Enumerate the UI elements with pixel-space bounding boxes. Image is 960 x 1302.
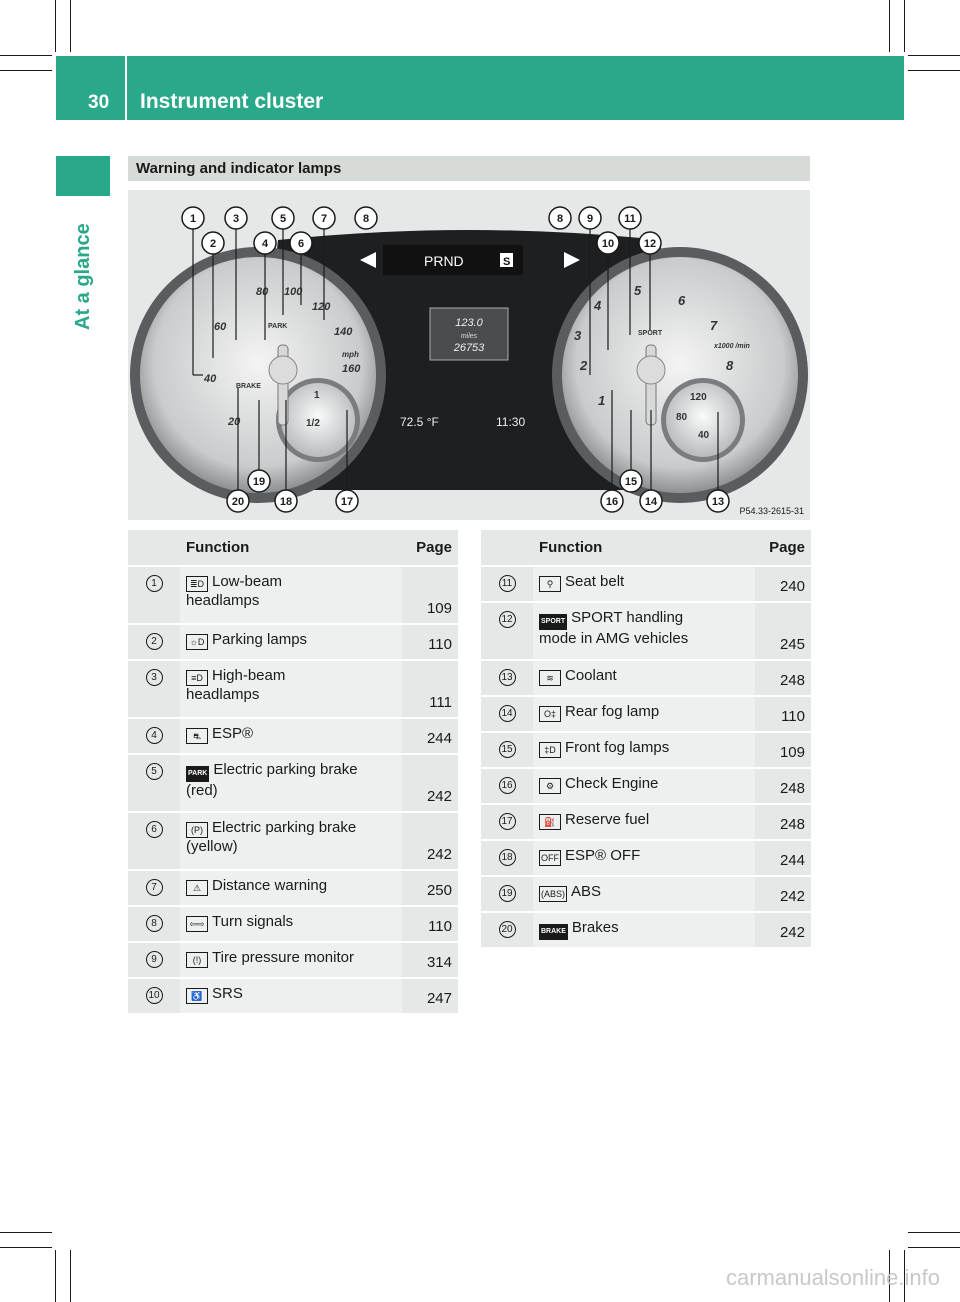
svg-text:11: 11 <box>624 213 636 225</box>
page-number: 30 <box>88 92 110 113</box>
function-label: Rear fog lamp <box>565 703 660 720</box>
row-page: 244 <box>402 718 458 754</box>
row-number <box>128 660 180 718</box>
col-page: Page <box>402 530 458 566</box>
svg-text:7: 7 <box>320 213 328 225</box>
speed-label: 40 <box>204 373 217 385</box>
callout-2 <box>202 232 224 254</box>
svg-text:15: 15 <box>624 476 638 488</box>
rpm-label: 5 <box>634 283 642 298</box>
temperature: 72.5 °F <box>400 415 439 429</box>
rpm-label: 4 <box>594 298 602 313</box>
row-number-circle: 9 <box>146 951 163 968</box>
sport-lamp-label: SPORT <box>638 330 663 337</box>
crop-mark <box>55 1250 56 1302</box>
callout-15 <box>620 470 642 492</box>
function-label-continued: headlamps <box>186 686 260 703</box>
function-label: Tire pressure monitor <box>212 949 354 966</box>
row-number-circle: 17 <box>499 813 516 830</box>
miles-label: miles <box>460 333 478 340</box>
row-function <box>533 660 755 696</box>
callout-9 <box>579 207 601 229</box>
left-function-table <box>128 530 458 1015</box>
warning-lamp-icon: ⚠ <box>186 880 208 896</box>
row-number <box>481 840 533 876</box>
callout-4 <box>254 232 276 254</box>
page-title: Instrument cluster <box>140 90 324 113</box>
crop-mark <box>0 1247 52 1248</box>
row-function <box>180 566 402 624</box>
row-number-circle: 18 <box>499 849 516 866</box>
warning-lamp-icon: ≋ <box>539 670 561 686</box>
row-number <box>481 566 533 602</box>
warning-lamp-icon: ♿ <box>186 988 208 1004</box>
brake-lamp-label: BRAKE <box>236 383 261 390</box>
park-lamp-label: PARK <box>268 323 288 330</box>
svg-text:19: 19 <box>252 476 266 488</box>
callout-8-right <box>549 207 571 229</box>
row-page: 250 <box>402 870 458 906</box>
rpm-label: 6 <box>678 293 686 308</box>
clock: 11:30 <box>496 415 526 429</box>
function-label: Low-beam <box>212 573 283 590</box>
section-heading: Warning and indicator lamps <box>128 156 810 181</box>
table-row <box>481 840 811 876</box>
row-page: 248 <box>755 804 811 840</box>
table-row <box>128 870 458 906</box>
row-number-circle: 10 <box>146 987 163 1004</box>
row-function <box>533 840 755 876</box>
row-number <box>481 804 533 840</box>
callout-6 <box>290 232 312 254</box>
row-function <box>533 566 755 602</box>
svg-text:8: 8 <box>362 213 370 225</box>
svg-text:10: 10 <box>601 238 615 250</box>
table-row <box>481 768 811 804</box>
warning-lamp-icon: (!) <box>186 952 208 968</box>
col-page: Page <box>755 530 811 566</box>
row-page: 110 <box>402 624 458 660</box>
speed-label: 100 <box>284 286 303 298</box>
row-function <box>533 696 755 732</box>
speed-label: 60 <box>214 321 227 333</box>
table-row <box>481 566 811 602</box>
table-row <box>128 906 458 942</box>
row-page: 314 <box>402 942 458 978</box>
table-row <box>128 718 458 754</box>
table-header-row <box>481 530 811 566</box>
function-label: Seat belt <box>565 573 625 590</box>
row-number <box>128 754 180 812</box>
svg-text:12: 12 <box>643 238 657 250</box>
rpm-label: 3 <box>574 328 582 343</box>
warning-lamp-icon: ⇦⇨ <box>186 916 208 932</box>
col-number <box>128 530 180 566</box>
row-number-circle: 13 <box>499 669 516 686</box>
warning-lamp-icon: ⚲ <box>539 576 561 592</box>
function-label: Turn signals <box>212 913 294 930</box>
fuel-label: 1 <box>314 390 320 401</box>
col-function: Function <box>533 530 755 566</box>
svg-text:17: 17 <box>340 496 354 508</box>
row-number <box>481 696 533 732</box>
row-number-circle: 11 <box>499 575 516 592</box>
warning-lamp-icon: PARK <box>186 766 209 782</box>
row-number-circle: 16 <box>499 777 516 794</box>
callout-17 <box>336 490 358 512</box>
row-function <box>180 624 402 660</box>
function-label: High-beam <box>212 667 286 684</box>
warning-lamp-icon: (ABS) <box>539 886 567 902</box>
row-number <box>481 660 533 696</box>
crop-mark <box>55 0 56 52</box>
table-row <box>481 732 811 768</box>
function-label: Brakes <box>571 919 619 936</box>
warning-lamp-icon: (P) <box>186 822 208 838</box>
warning-lamp-icon: SPORT <box>539 614 567 630</box>
row-function <box>533 732 755 768</box>
svg-text:20: 20 <box>231 496 245 508</box>
callout-3 <box>225 207 247 229</box>
row-page: 248 <box>755 660 811 696</box>
function-label: SPORT handling <box>571 609 684 626</box>
callout-8-left <box>355 207 377 229</box>
warning-lamp-icon: ☼D <box>186 634 208 650</box>
function-label-continued: mode in AMG vehicles <box>539 630 689 647</box>
row-number-circle: 5 <box>146 763 163 780</box>
table-row <box>481 876 811 912</box>
callout-11 <box>619 207 641 229</box>
callout-12 <box>639 232 661 254</box>
function-label: Distance warning <box>212 877 328 894</box>
row-number <box>481 876 533 912</box>
crop-mark <box>0 70 52 71</box>
row-page: 242 <box>402 754 458 812</box>
table-row <box>481 912 811 948</box>
svg-text:16: 16 <box>605 496 619 508</box>
row-number-circle: 7 <box>146 879 163 896</box>
fuel-label: 1/2 <box>306 418 320 429</box>
row-function <box>180 978 402 1014</box>
table-row <box>128 812 458 870</box>
svg-text:3: 3 <box>232 213 240 225</box>
rpm-label: 1 <box>598 393 606 408</box>
svg-text:9: 9 <box>586 213 594 225</box>
row-number <box>481 732 533 768</box>
row-number-circle: 1 <box>146 575 163 592</box>
callout-5 <box>272 207 294 229</box>
table-row <box>128 660 458 718</box>
row-page: 110 <box>402 906 458 942</box>
table-row <box>481 696 811 732</box>
table-row <box>128 978 458 1014</box>
row-number <box>481 602 533 660</box>
row-page: 109 <box>755 732 811 768</box>
speed-label: 120 <box>312 301 331 313</box>
coolant-label: 80 <box>676 412 688 423</box>
row-number-circle: 2 <box>146 633 163 650</box>
row-number-circle: 15 <box>499 741 516 758</box>
speed-label: 80 <box>256 286 269 298</box>
callout-14 <box>640 490 662 512</box>
row-number <box>128 906 180 942</box>
instrument-cluster-image <box>128 190 810 520</box>
function-label-continued: headlamps <box>186 592 260 609</box>
speed-label: 20 <box>228 416 241 428</box>
row-number <box>128 566 180 624</box>
gear-indicator: PRND <box>424 253 464 269</box>
row-function <box>533 602 755 660</box>
rpm-unit: x1000 /min <box>714 343 750 350</box>
function-label: Reserve fuel <box>565 811 650 828</box>
warning-lamp-icon: ‡D <box>539 742 561 758</box>
row-number-circle: 19 <box>499 885 516 902</box>
svg-text:13: 13 <box>711 496 725 508</box>
callout-7 <box>313 207 335 229</box>
svg-text:18: 18 <box>279 496 293 508</box>
gear-s: S <box>503 256 511 268</box>
table-row <box>128 566 458 624</box>
crop-mark <box>904 0 905 52</box>
table-row <box>481 804 811 840</box>
speed-hub <box>269 356 297 384</box>
function-label-continued: (yellow) <box>186 838 238 855</box>
row-number-circle: 20 <box>499 921 516 938</box>
row-page: 242 <box>755 876 811 912</box>
function-label: ABS <box>571 883 602 900</box>
row-function <box>180 906 402 942</box>
row-number <box>128 942 180 978</box>
row-function <box>533 912 755 948</box>
row-function <box>180 718 402 754</box>
function-label: Electric parking brake <box>213 761 358 778</box>
watermark: carmanualsonline.info <box>725 1265 940 1290</box>
row-number-circle: 3 <box>146 669 163 686</box>
callout-16 <box>601 490 623 512</box>
row-number <box>128 624 180 660</box>
row-page: 242 <box>402 812 458 870</box>
row-page: 247 <box>402 978 458 1014</box>
callout-10 <box>597 232 619 254</box>
coolant-label: 40 <box>698 430 710 441</box>
function-label: SRS <box>212 985 243 1002</box>
row-function <box>533 804 755 840</box>
speed-unit: mph <box>342 350 359 359</box>
warning-lamp-icon: ≣D <box>186 576 208 592</box>
coolant-label: 120 <box>690 392 707 403</box>
function-label: Electric parking brake <box>212 819 357 836</box>
crop-mark <box>908 1232 960 1233</box>
callout-13 <box>707 490 729 512</box>
svg-text:4: 4 <box>261 238 269 250</box>
row-function <box>180 754 402 812</box>
table-row <box>128 624 458 660</box>
function-label: ESP® OFF <box>565 847 641 864</box>
row-number <box>128 718 180 754</box>
right-function-table <box>481 530 811 949</box>
row-page: 245 <box>755 602 811 660</box>
function-label: Front fog lamps <box>565 739 670 756</box>
row-number <box>481 912 533 948</box>
warning-lamp-icon: ⛐ <box>186 728 208 744</box>
table-row <box>481 660 811 696</box>
crop-mark <box>908 70 960 71</box>
rpm-label: 8 <box>726 358 734 373</box>
odometer-value: 26753 <box>453 342 485 354</box>
row-page: 240 <box>755 566 811 602</box>
svg-text:6: 6 <box>297 238 305 250</box>
svg-text:5: 5 <box>279 213 287 225</box>
row-number <box>128 978 180 1014</box>
warning-lamp-icon: BRAKE <box>539 924 568 940</box>
row-page: 244 <box>755 840 811 876</box>
rpm-label: 2 <box>580 358 588 373</box>
rpm-hub <box>637 356 665 384</box>
svg-text:14: 14 <box>644 496 658 508</box>
rpm-label: 7 <box>710 318 718 333</box>
row-number-circle: 8 <box>146 915 163 932</box>
crop-mark <box>908 1247 960 1248</box>
side-label: At a glance <box>72 223 94 330</box>
row-function <box>180 870 402 906</box>
row-number <box>481 768 533 804</box>
crop-mark <box>908 55 960 56</box>
crop-mark <box>70 1250 71 1302</box>
row-number-circle: 4 <box>146 727 163 744</box>
speed-label: 160 <box>342 363 361 375</box>
function-label: Parking lamps <box>212 631 308 648</box>
row-page: 110 <box>755 696 811 732</box>
row-number-circle: 12 <box>499 611 516 628</box>
row-function <box>533 768 755 804</box>
callout-20 <box>227 490 249 512</box>
row-page: 111 <box>402 660 458 718</box>
warning-lamp-icon: ⛽ <box>539 814 561 830</box>
row-number <box>128 870 180 906</box>
svg-text:2: 2 <box>209 238 217 250</box>
row-page: 248 <box>755 768 811 804</box>
row-number <box>128 812 180 870</box>
table-row <box>128 754 458 812</box>
row-function <box>180 812 402 870</box>
warning-lamp-icon: O‡ <box>539 706 561 722</box>
row-function <box>180 660 402 718</box>
crop-mark <box>0 1232 52 1233</box>
row-page: 109 <box>402 566 458 624</box>
function-label: Coolant <box>565 667 617 684</box>
callout-1 <box>182 207 204 229</box>
function-label: Check Engine <box>565 775 659 792</box>
callout-18 <box>275 490 297 512</box>
speed-label: 140 <box>334 326 353 338</box>
row-function <box>533 876 755 912</box>
row-page: 242 <box>755 912 811 948</box>
table-header-row <box>128 530 458 566</box>
row-number-circle: 14 <box>499 705 516 722</box>
svg-text:8: 8 <box>556 213 564 225</box>
col-number <box>481 530 533 566</box>
trip-value: 123.0 <box>455 317 483 329</box>
col-function: Function <box>180 530 402 566</box>
crop-mark <box>889 0 890 52</box>
function-label: ESP® <box>212 725 254 742</box>
row-function <box>180 942 402 978</box>
callout-19 <box>248 470 270 492</box>
function-label-continued: (red) <box>186 782 218 799</box>
table-row <box>481 602 811 660</box>
svg-text:1: 1 <box>189 213 197 225</box>
warning-lamp-icon: OFF <box>539 850 561 866</box>
crop-mark <box>0 55 52 56</box>
warning-lamp-icon: ≡D <box>186 670 208 686</box>
warning-lamp-icon: ⚙ <box>539 778 561 794</box>
row-number-circle: 6 <box>146 821 163 838</box>
header-divider <box>125 56 127 120</box>
crop-mark <box>70 0 71 52</box>
image-code: P54.33-2615-31 <box>739 506 804 516</box>
table-row <box>128 942 458 978</box>
